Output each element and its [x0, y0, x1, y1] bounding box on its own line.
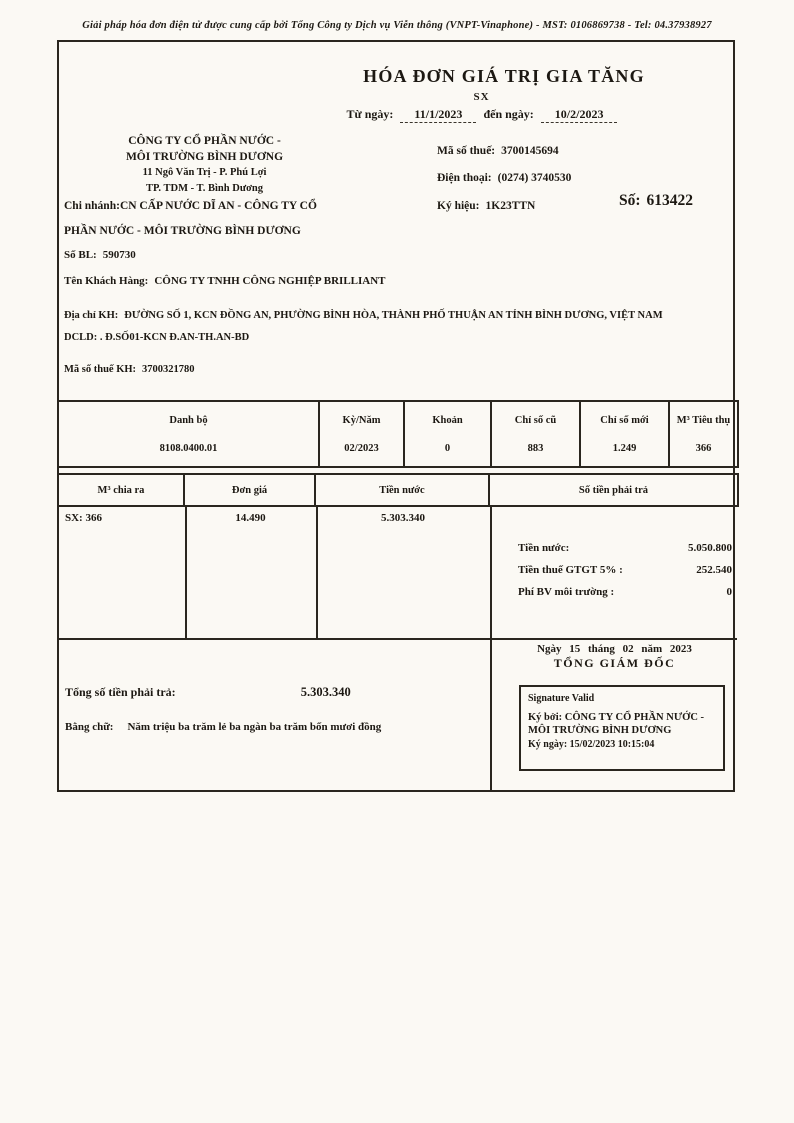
meter-value: 8108.0400.01 [159, 442, 218, 454]
customer-tax-row [64, 364, 195, 375]
total-vat-label: Tiền thuế GTGT 5% : [518, 564, 623, 576]
signed-by-line: Ký bởi: CÔNG TY CỔ PHẦN NƯỚC - MÔI TRƯỜNG BÌNH DƯƠNG [528, 711, 705, 736]
amount-in-words-value: Năm triệu ba trăm lẻ ba ngàn ba trăm bốn mươi đồng [127, 721, 382, 733]
amount-in-words-row [65, 721, 381, 733]
amount-in-words-label: Bằng chữ: [65, 721, 114, 733]
meter-header: Danh bộ [169, 414, 208, 426]
meter-col-chi-so-moi [581, 402, 670, 466]
total-vat-row [492, 564, 737, 576]
meter-header: Kỳ/Năm [342, 414, 381, 426]
signature-date-line: Ngày 15 tháng 02 năm 2023 [537, 643, 692, 655]
customer-name-value: CÔNG TY TNHH CÔNG NGHIỆP BRILLIANT [154, 275, 386, 287]
seller-tax-value: 3700145694 [501, 145, 559, 157]
customer-address-value: ĐƯỜNG SỐ 1, KCN ĐỒNG AN, PHƯỜNG BÌNH HÒA, THÀNH PHỐ THUẬN AN TỈNH BÌNH DƯƠNG, VIỆT NAM [124, 310, 663, 321]
customer-tax-value: 3700321780 [142, 364, 195, 375]
meter-table [57, 400, 739, 468]
invoice-serial-row [437, 200, 535, 212]
signer-title: TỔNG GIÁM ĐỐC [553, 656, 676, 670]
meter-header: Khoản [432, 414, 463, 426]
column-divider [185, 507, 187, 638]
seller-phone-value: (0274) 3740530 [497, 172, 572, 184]
customer-address-row [64, 310, 734, 321]
meter-header: Chỉ số cũ [514, 414, 557, 426]
meter-col-danh-bo [59, 402, 320, 466]
invoice-serial-label: Ký hiệu: [437, 200, 480, 212]
usage-col-chia-ra: M³ chia ra [59, 475, 185, 505]
grand-total-value: 5.303.340 [300, 685, 351, 699]
customer-name-row [64, 275, 386, 287]
seller-phone-row [437, 172, 571, 184]
provider-note: Giải pháp hóa đơn điện tử được cung cấp bởi Tổng Công ty Dịch vụ Viễn thông (VNPT-Vinaphone) - MST: 0106869738 - Tel: 04.37938927 [82, 20, 712, 31]
invoice-number-value: 613422 [646, 192, 694, 209]
signature-valid-label: Signature Valid [528, 693, 595, 704]
from-date-value: 11/1/2023 [400, 107, 476, 123]
digital-signature-box [519, 685, 725, 771]
grand-total-label: Tổng số tiền phải trả: [65, 685, 176, 699]
seller-address-line1: 11 Ngô Văn Trị - P. Phú Lợi [142, 167, 267, 178]
meter-value: 883 [527, 442, 544, 454]
usage-volume-cell: SX: 366 [65, 512, 102, 524]
customer-tax-label: Mã số thuế KH: [64, 364, 137, 375]
so-bl-label: Số BL: [64, 249, 97, 261]
seller-block [77, 134, 332, 196]
usage-table-header [57, 473, 739, 507]
to-date-label: đến ngày: [483, 107, 534, 121]
meter-header: Chỉ số mới [600, 414, 649, 426]
usage-col-so-tien: Số tiền phải trả [578, 484, 649, 496]
seller-name-line1: CÔNG TY CỔ PHẦN NƯỚC - [128, 135, 281, 147]
seller-phone-label: Điện thoại: [437, 172, 492, 184]
total-water-value: 5.050.800 [688, 542, 732, 554]
meter-value: 02/2023 [344, 442, 379, 454]
total-env-fee-row [492, 586, 737, 598]
billing-period [289, 107, 679, 122]
meter-col-chi-so-cu [492, 402, 581, 466]
customer-name-label: Tên Khách Hàng: [64, 275, 149, 287]
meter-col-ky-nam [320, 402, 405, 466]
meter-header: M³ Tiêu thụ [676, 414, 731, 426]
seller-name-line2: MÔI TRƯỜNG BÌNH DƯƠNG [125, 150, 284, 163]
to-date-value: 10/2/2023 [541, 107, 618, 123]
usage-col-tien-nuoc: Tiền nước [316, 475, 490, 505]
invoice-serial-value: 1K23TTN [485, 200, 536, 212]
meter-value: 366 [695, 442, 712, 454]
meter-col-khoan [405, 402, 492, 466]
seller-address-line2: TP. TDM - T. Bình Dương [145, 182, 264, 194]
total-env-fee-label: Phí BV môi trường : [518, 586, 615, 598]
from-date-label: Từ ngày: [346, 107, 394, 121]
branch-label: Chi nhánh: [64, 200, 120, 212]
invoice-number-row [619, 192, 731, 210]
total-env-fee-value: 0 [726, 586, 732, 598]
branch-line2: PHẦN NƯỚC - MÔI TRƯỜNG BÌNH DƯƠNG [64, 225, 301, 237]
total-water-row [492, 542, 737, 554]
usage-col-don-gia: Đơn giá [185, 475, 316, 505]
usage-unit-price-cell: 14.490 [235, 512, 266, 524]
seller-tax-row [437, 145, 559, 157]
meter-value: 0 [444, 442, 451, 454]
meter-col-tieu-thu [670, 402, 737, 466]
invoice-number-label: Số: [619, 192, 641, 209]
so-bl-row [64, 249, 136, 261]
seller-tax-label: Mã số thuế: [437, 145, 496, 157]
invoice-subtitle: SX [473, 91, 490, 103]
usage-water-amount-cell: 5.303.340 [381, 512, 425, 524]
total-vat-value: 252.540 [696, 564, 732, 576]
total-water-label: Tiền nước: [518, 542, 570, 554]
so-bl-value: 590730 [102, 249, 136, 261]
section-divider [59, 638, 737, 640]
customer-address-label: Địa chỉ KH: [64, 310, 119, 321]
column-divider [316, 507, 318, 638]
branch-row [64, 200, 317, 212]
invoice-border-box [57, 40, 735, 792]
branch-line1: CN CẤP NƯỚC DĨ AN - CÔNG TY CỔ [119, 200, 317, 212]
signed-date-line: Ký ngày: 15/02/2023 10:15:04 [528, 738, 655, 750]
invoice-title: HÓA ĐƠN GIÁ TRỊ GIA TĂNG [363, 66, 645, 86]
grand-total-row [65, 685, 485, 700]
meter-value: 1.249 [612, 442, 637, 454]
customer-dcld-line: DCLD: . Đ.SỐ01-KCN Đ.AN-TH.AN-BD [64, 332, 250, 343]
